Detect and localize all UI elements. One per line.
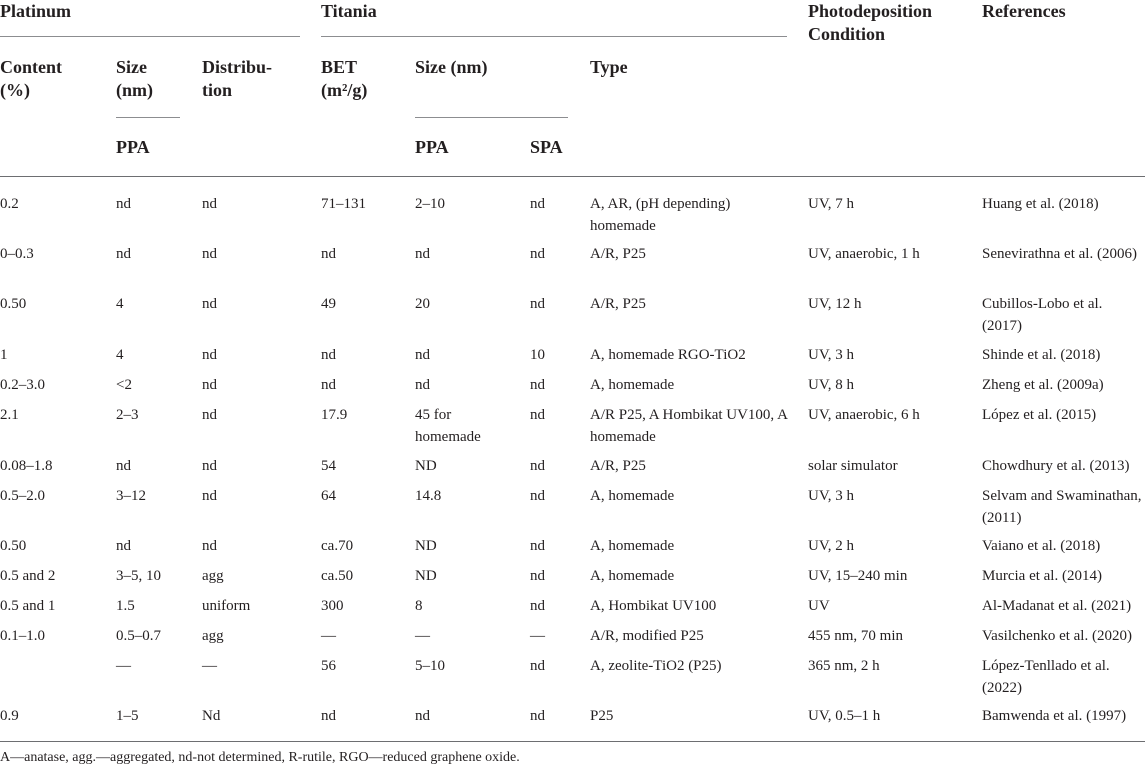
- header-distribution: Distribu-tion: [202, 57, 273, 100]
- cell-reference: Chowdhury et al. (2013): [982, 458, 1130, 474]
- cell-content: 0.2–3.0: [0, 377, 45, 393]
- cell-type: A, zeolite-TiO2 (P25): [590, 658, 722, 674]
- cell-ti-ppa: 20: [415, 296, 430, 312]
- cell-distribution: nd: [202, 347, 217, 363]
- cell-ti-spa: nd: [530, 246, 545, 262]
- cell-type: A, Hombikat UV100: [590, 598, 717, 614]
- cell-content: 0.08–1.8: [0, 458, 53, 474]
- cell-ti-spa: nd: [530, 568, 545, 584]
- cell-distribution: —: [202, 658, 217, 674]
- cell-ti-ppa: 5–10: [415, 658, 445, 674]
- cell-photodeposition: UV, 2 h: [808, 538, 854, 554]
- cell-ti-ppa: 14.8: [415, 488, 442, 504]
- cell-ti-ppa: —: [415, 628, 430, 644]
- cell-pt-size: nd: [116, 458, 131, 474]
- ti-size-rule: [415, 117, 568, 118]
- cell-content: 0–0.3: [0, 246, 34, 262]
- cell-content: 0.2: [0, 196, 19, 212]
- cell-bet: nd: [321, 708, 336, 724]
- cell-bet: ca.70: [321, 538, 354, 554]
- cell-bet: 64: [321, 488, 336, 504]
- header-ti-size: Size (nm): [415, 57, 488, 77]
- cell-bet: —: [321, 628, 336, 644]
- cell-pt-size: —: [116, 658, 131, 674]
- cell-pt-size: <2: [116, 377, 132, 393]
- cell-distribution: agg: [202, 628, 224, 644]
- cell-bet: nd: [321, 347, 336, 363]
- cell-pt-size: 4: [116, 296, 124, 312]
- cell-ti-spa: nd: [530, 538, 545, 554]
- cell-pt-size: 0.5–0.7: [116, 628, 161, 644]
- cell-pt-size: nd: [116, 538, 131, 554]
- cell-reference: Vasilchenko et al. (2020): [982, 628, 1132, 644]
- header-photodeposition: Photodeposition Condition: [808, 1, 933, 44]
- cell-photodeposition: UV, 15–240 min: [808, 568, 908, 584]
- cell-bet: 17.9: [321, 407, 348, 423]
- cell-reference: Murcia et al. (2014): [982, 568, 1102, 584]
- cell-content: 2.1: [0, 407, 19, 423]
- cell-pt-size: nd: [116, 246, 131, 262]
- header-pt-ppa: PPA: [116, 137, 150, 157]
- cell-distribution: Nd: [202, 708, 221, 724]
- cell-type: A/R, P25: [590, 458, 646, 474]
- header-pt-size: Size (nm): [116, 57, 153, 100]
- cell-ti-spa: nd: [530, 377, 545, 393]
- cell-ti-spa: nd: [530, 598, 545, 614]
- cell-ti-ppa: 2–10: [415, 196, 445, 212]
- cell-ti-ppa: nd: [415, 377, 430, 393]
- table-footnote: A—anatase, agg.—aggregated, nd-not determined, R-rutile, RGO—reduced graphene oxide.: [0, 750, 520, 765]
- cell-pt-size: 3–12: [116, 488, 146, 504]
- cell-photodeposition: solar simulator: [808, 458, 898, 474]
- cell-distribution: nd: [202, 407, 217, 423]
- cell-pt-size: nd: [116, 196, 131, 212]
- cell-reference: Selvam and Swaminathan, (2011): [982, 488, 1142, 526]
- cell-reference: Shinde et al. (2018): [982, 347, 1101, 363]
- cell-type: A, AR, (pH depending) homemade: [590, 196, 731, 234]
- cell-reference: López et al. (2015): [982, 407, 1097, 423]
- cell-ti-ppa: ND: [415, 458, 437, 474]
- header-content: Content (%): [0, 57, 62, 100]
- cell-distribution: uniform: [202, 598, 251, 614]
- cell-distribution: nd: [202, 458, 217, 474]
- cell-bet: 71–131: [321, 196, 366, 212]
- cell-ti-ppa: ND: [415, 538, 437, 554]
- cell-distribution: nd: [202, 538, 217, 554]
- cell-distribution: nd: [202, 377, 217, 393]
- cell-photodeposition: UV, anaerobic, 6 h: [808, 407, 920, 423]
- cell-pt-size: 2–3: [116, 407, 139, 423]
- cell-reference: Bamwenda et al. (1997): [982, 708, 1127, 724]
- cell-type: A, homemade: [590, 377, 675, 393]
- cell-content: 0.9: [0, 708, 19, 724]
- cell-bet: nd: [321, 377, 336, 393]
- cell-pt-size: 1–5: [116, 708, 139, 724]
- cell-type: P25: [590, 708, 614, 724]
- cell-type: A/R P25, A Hombikat UV100, A homemade: [590, 407, 788, 445]
- cell-photodeposition: UV, 8 h: [808, 377, 854, 393]
- cell-distribution: nd: [202, 296, 217, 312]
- cell-ti-ppa: nd: [415, 246, 430, 262]
- cell-distribution: agg: [202, 568, 224, 584]
- cell-photodeposition: UV, anaerobic, 1 h: [808, 246, 920, 262]
- cell-ti-ppa: ND: [415, 568, 437, 584]
- cell-ti-spa: nd: [530, 708, 545, 724]
- cell-reference: Cubillos-Lobo et al. (2017): [982, 296, 1103, 334]
- header-ti-ppa: PPA: [415, 137, 449, 157]
- pt-size-rule: [116, 117, 180, 118]
- cell-reference: Al-Madanat et al. (2021): [982, 598, 1132, 614]
- cell-ti-spa: nd: [530, 407, 545, 423]
- cell-ti-spa: nd: [530, 658, 545, 674]
- header-bottom-rule: [0, 176, 1145, 177]
- cell-reference: Senevirathna et al. (2006): [982, 246, 1137, 262]
- cell-reference: López-Tenllado et al. (2022): [982, 658, 1110, 696]
- cell-bet: ca.50: [321, 568, 354, 584]
- header-ti-spa: SPA: [530, 137, 563, 157]
- header-bet: BET (m²/g): [321, 57, 368, 100]
- cell-photodeposition: UV, 12 h: [808, 296, 862, 312]
- cell-bet: nd: [321, 246, 336, 262]
- header-references: References: [982, 1, 1066, 21]
- cell-type: A, homemade RGO-TiO2: [590, 347, 746, 363]
- header-type: Type: [590, 57, 628, 77]
- platinum-group-rule: [0, 36, 300, 37]
- cell-ti-spa: nd: [530, 488, 545, 504]
- cell-pt-size: 1.5: [116, 598, 135, 614]
- titania-group-rule: [321, 36, 787, 37]
- cell-type: A, homemade: [590, 538, 675, 554]
- cell-ti-ppa: 8: [415, 598, 423, 614]
- cell-distribution: nd: [202, 196, 217, 212]
- cell-type: A/R, modified P25: [590, 628, 704, 644]
- cell-ti-spa: 10: [530, 347, 545, 363]
- cell-reference: Zheng et al. (2009a): [982, 377, 1104, 393]
- cell-ti-ppa: nd: [415, 347, 430, 363]
- cell-distribution: nd: [202, 246, 217, 262]
- cell-content: 0.50: [0, 296, 27, 312]
- cell-content: 0.1–1.0: [0, 628, 45, 644]
- cell-type: A, homemade: [590, 488, 675, 504]
- cell-ti-ppa: nd: [415, 708, 430, 724]
- cell-type: A/R, P25: [590, 296, 646, 312]
- cell-type: A, homemade: [590, 568, 675, 584]
- cell-ti-ppa: 45 for homemade: [415, 407, 481, 445]
- cell-reference: Vaiano et al. (2018): [982, 538, 1101, 554]
- cell-photodeposition: UV, 3 h: [808, 488, 854, 504]
- table-bottom-rule: [0, 741, 1145, 742]
- cell-photodeposition: 455 nm, 70 min: [808, 628, 904, 644]
- cell-bet: 54: [321, 458, 336, 474]
- cell-distribution: nd: [202, 488, 217, 504]
- cell-ti-spa: nd: [530, 196, 545, 212]
- cell-bet: 300: [321, 598, 344, 614]
- cell-type: A/R, P25: [590, 246, 646, 262]
- cell-reference: Huang et al. (2018): [982, 196, 1099, 212]
- cell-content: 1: [0, 347, 8, 363]
- cell-photodeposition: UV: [808, 598, 830, 614]
- cell-ti-spa: nd: [530, 458, 545, 474]
- header-titania: Titania: [321, 1, 377, 21]
- cell-pt-size: 4: [116, 347, 124, 363]
- cell-content: 0.5 and 1: [0, 598, 56, 614]
- cell-photodeposition: UV, 3 h: [808, 347, 854, 363]
- cell-ti-spa: nd: [530, 296, 545, 312]
- cell-ti-spa: —: [530, 628, 545, 644]
- cell-photodeposition: UV, 7 h: [808, 196, 854, 212]
- cell-pt-size: 3–5, 10: [116, 568, 161, 584]
- header-platinum: Platinum: [0, 1, 72, 21]
- cell-photodeposition: 365 nm, 2 h: [808, 658, 880, 674]
- cell-content: 0.5 and 2: [0, 568, 56, 584]
- cell-content: 0.50: [0, 538, 27, 554]
- cell-bet: 56: [321, 658, 336, 674]
- cell-photodeposition: UV, 0.5–1 h: [808, 708, 881, 724]
- cell-content: 0.5–2.0: [0, 488, 45, 504]
- cell-bet: 49: [321, 296, 336, 312]
